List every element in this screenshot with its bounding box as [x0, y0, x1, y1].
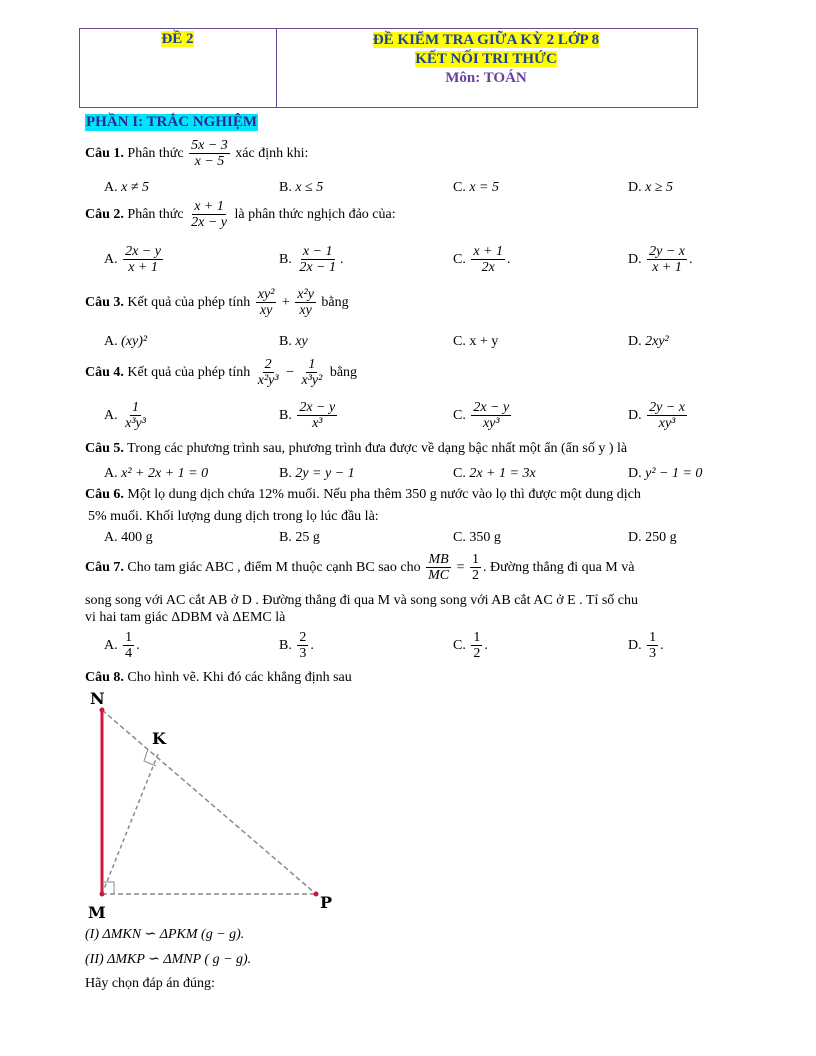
- q4-option-b[interactable]: B. $\frac{2x - y}{\text{x³}}$: [279, 400, 336, 432]
- exam-code-cell: [80, 31, 275, 48]
- q4-option-a[interactable]: A. $\frac{1}{\text{x³y³}}$: [104, 400, 146, 432]
- question-7-line-2: song song với AC cắt AB ở D . Đường thẳng đi qua M và song song với AB cắt AC ở E . Tỉ số chu: [85, 593, 639, 608]
- q7-option-b[interactable]: B. $\frac{2}{3}$ .: [279, 630, 314, 662]
- q3-option-a[interactable]: A. (xy)²: [104, 334, 148, 349]
- triangle-figure: [80, 686, 340, 926]
- q5-option-a[interactable]: A. x² + 2x + 1 = 0: [104, 466, 209, 481]
- q7-option-d[interactable]: D. $\frac{1}{3}$ .: [628, 630, 664, 662]
- q4-option-d[interactable]: D. $\frac{2y - x}{\text{xy³}}$: [628, 400, 685, 432]
- q1-option-b[interactable]: B. x ≤ 5: [279, 180, 324, 195]
- q6-option-d[interactable]: D. 250 g: [628, 530, 677, 545]
- statement-2: (II) ΔMKP ∽ ΔMNP ( g − g).: [85, 952, 252, 967]
- section-title: PHẦN I: TRẮC NGHIỆM: [86, 114, 257, 130]
- q3-option-c[interactable]: C. x + y: [453, 334, 499, 349]
- q2-option-b[interactable]: B. $\frac{x - 1}{2x - 1}$ .: [279, 244, 344, 276]
- point-k-label: K: [152, 729, 166, 748]
- q5-option-c[interactable]: C. 2x + 1 = 3x: [453, 466, 536, 481]
- question-2: Câu 2. Phân thức $\frac{x + 1}{2x - y}$ là phân thức nghịch đảo của:: [85, 199, 396, 231]
- q6-option-b[interactable]: B. 25 g: [279, 530, 320, 545]
- point-p-label: P: [320, 893, 333, 912]
- point-n-label: N: [90, 689, 105, 708]
- exam-code: ĐỀ 2: [161, 31, 194, 47]
- question-7-line-3: vi hai tam giác ΔDBM và ΔEMC là: [85, 610, 286, 625]
- question-6-line-2: 5% muối. Khối lượng dung dịch trong lọ lúc đầu là:: [88, 509, 379, 524]
- q3-option-b[interactable]: B. xy: [279, 334, 308, 349]
- right-angle-m: [102, 882, 114, 894]
- question-6: Câu 6. Một lọ dung dịch chứa 12% muối. Nếu pha thêm 350 g nước vào lọ thì được một dung dịch: [85, 487, 641, 502]
- q5-option-d[interactable]: D. y² − 1 = 0: [628, 466, 703, 481]
- question-3: Câu 3. Kết quả của phép tính $\frac{\text{xy²}}{xy}$ + $\frac{\text{x²y}}{xy}$ bằng: [85, 287, 349, 319]
- exam-series: KẾT NỐI TRI THỨC: [415, 51, 557, 67]
- side-np: [102, 710, 316, 894]
- altitude-mk: [102, 754, 158, 894]
- q5-option-b[interactable]: B. 2y = y − 1: [279, 466, 355, 481]
- question-8: Câu 8. Cho hình vẽ. Khi đó các khẳng định sau: [85, 670, 352, 685]
- q1-option-a[interactable]: A. x ≠ 5: [104, 180, 150, 195]
- exam-title: ĐỀ KIỂM TRA GIỮA KỲ 2 LỚP 8: [372, 32, 600, 48]
- question-5: Câu 5. Trong các phương trình sau, phương trình đưa được về dạng bậc nhất một ẩn (ẩn số y ) là: [85, 441, 628, 456]
- q4-option-c[interactable]: C. $\frac{2x - y}{\text{xy³}}$: [453, 400, 510, 432]
- q7-option-c[interactable]: C. $\frac{1}{2}$ .: [453, 630, 488, 662]
- question-1: Câu 1. Phân thức $\frac{5x - 3}{x - 5}$ xác định khi:: [85, 138, 309, 170]
- q6-option-a[interactable]: A. 400 g: [104, 530, 153, 545]
- q7-option-a[interactable]: A. $\frac{1}{4}$ .: [104, 630, 140, 662]
- q2-option-c[interactable]: C. $\frac{x + 1}{2x}$ .: [453, 244, 511, 276]
- question-7: Câu 7. Cho tam giác ABC , điểm M thuộc cạnh BC sao cho $\frac{MB}{MC}$ = $\frac{1}{2}$ . Đường thẳng đi qua M và: [85, 552, 635, 584]
- q6-option-c[interactable]: C. 350 g: [453, 530, 501, 545]
- title-cell: [276, 31, 696, 88]
- question-4: Câu 4. Kết quả của phép tính $\frac{2}{\text{x²y³}}$ − $\frac{1}{\text{x³y²}}$ bằng: [85, 357, 358, 389]
- answer-prompt: Hãy chọn đáp án đúng:: [85, 976, 215, 991]
- q2-option-a[interactable]: A. $\frac{2x - y}{x + 1}$: [104, 244, 161, 276]
- statement-1: (I) ΔMKN ∽ ΔPKM (g − g).: [85, 927, 245, 942]
- q2-option-d[interactable]: D. $\frac{2y - x}{x + 1}$ .: [628, 244, 693, 276]
- q3-option-d[interactable]: D. 2xy²: [628, 334, 669, 349]
- exam-subject: Môn: TOÁN: [445, 70, 527, 86]
- q1-option-c[interactable]: C. x = 5: [453, 180, 500, 195]
- q1-option-d[interactable]: D. x ≥ 5: [628, 180, 674, 195]
- point-m-label: M: [88, 903, 106, 922]
